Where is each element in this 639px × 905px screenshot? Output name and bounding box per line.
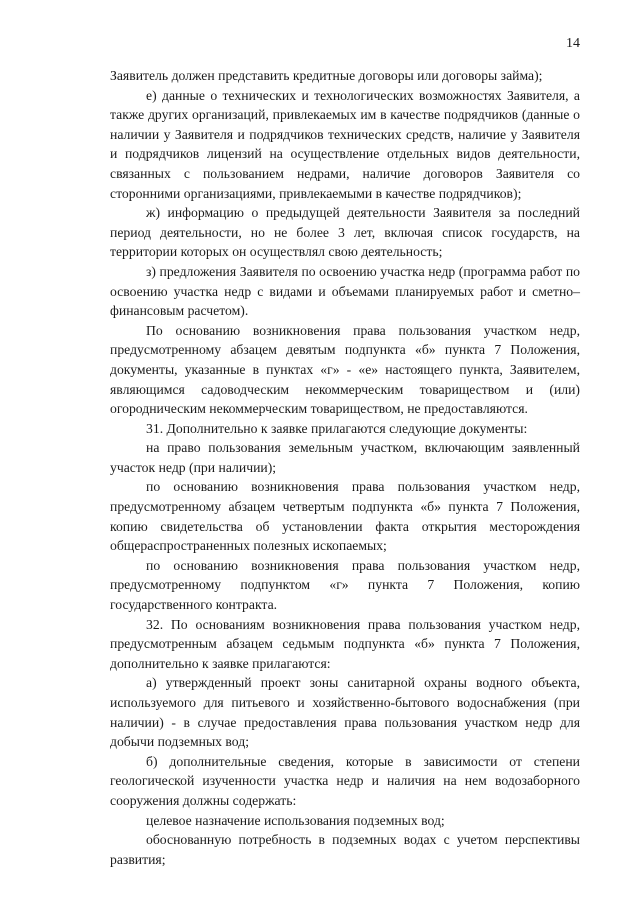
paragraph: на право пользования земельным участком, включающим заявленный участок недр (при наличии); <box>110 440 580 475</box>
paragraph: б) дополнительные сведения, которые в зависимости от степени геологической изученности участка недр и наличия на нем водозаборного сооружения должны содержать: <box>110 753 580 808</box>
paragraph: целевое назначение использования подземных вод; <box>146 812 445 828</box>
paragraph: по основанию возникновения права пользования участком недр, предусмотренному подпунктом «г» пункта 7 Положения, копию государственного контракта. <box>110 557 580 613</box>
paragraph: Заявитель должен представить кредитные договоры или договоры займа); <box>110 68 543 83</box>
paragraph: ж) информацию о предыдущей деятельности Заявителя за последний период деятельности, но не более 3 лет, включая список государств, на территории которых он осуществлял свою деятельность; <box>110 205 580 260</box>
paragraph: По основанию возникновения права пользования участком недр, предусмотренному абзацем девятым подпункта «б» пункта 7 Положения, документы, указанные в пунктах «г» - «е» настоящего пункта, Заявителем, являющимся садоводческим некоммерческим товариществом и (или) огородническим некоммерческим товариществом, не предоставляются. <box>110 322 580 417</box>
document-body <box>110 66 580 869</box>
paragraph: 32. По основаниям возникновения права пользования участком недр, предусмотренным абзацем седьмым подпункта «б» пункта 7 Положения, дополнительно к заявке прилагаются: <box>110 616 580 671</box>
page-number: 14 <box>566 36 580 51</box>
paragraph: 31. Дополнительно к заявке прилагаются следующие документы: <box>146 420 528 436</box>
paragraph: обоснованную потребность в подземных водах с учетом перспективы развития; <box>110 832 580 867</box>
paragraph: а) утвержденный проект зоны санитарной охраны водного объекта, используемого для питьевого и хозяйственно-бытового водоснабжения (при наличии) - в случае предоставления права пользования участком недр для добычи подземных вод; <box>110 675 580 750</box>
paragraph: е) данные о технических и технологических возможностях Заявителя, а также других организаций, привлекаемых им в качестве подрядчиков (данные о наличии у Заявителя и подрядчиков технических средств, наличие у Заявителя и подрядчиков лицензий на осуществление отдельных видов деятельности, связанных с пользованием недрами, наличие договоров Заявителя со сторонними организациями, привлекаемыми в качестве подрядчиков); <box>110 87 580 201</box>
paragraph: по основанию возникновения права пользования участком недр, предусмотренному абзацем четвертым подпункта «б» пункта 7 Положения, копию свидетельства об установлении факта открытия месторождения общераспространенных полезных ископаемых; <box>110 479 580 554</box>
paragraph: з) предложения Заявителя по освоению участка недр (программа работ по освоению участка недр с видами и объемами планируемых работ и сметно–финансовым расчетом). <box>110 263 580 319</box>
